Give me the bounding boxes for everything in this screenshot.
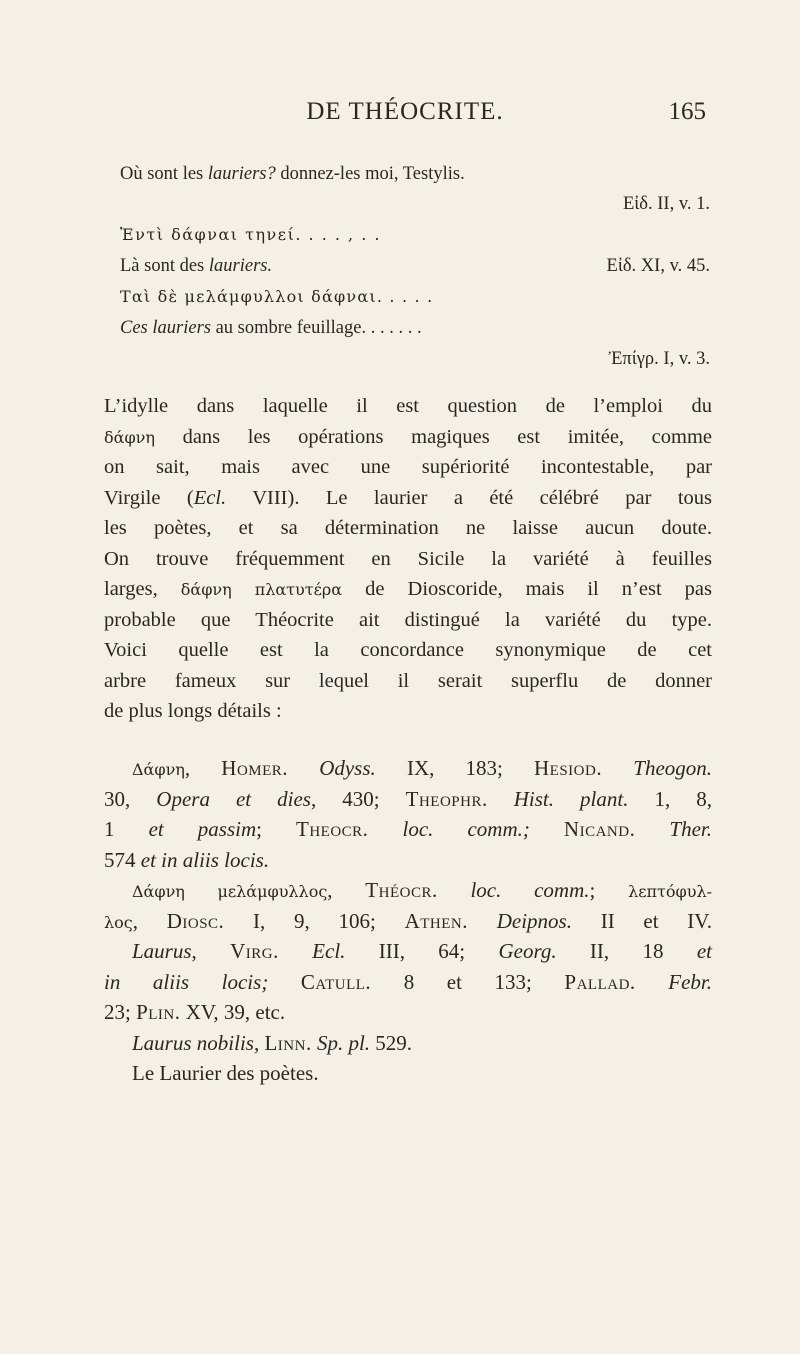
citation-greek-1: Ἐντὶ δάφναι τηνεί. . . . , . . — [120, 225, 381, 244]
bib-entry-1: Δάφνη, Homer. Odyss. IX, 183; Hesiod. Theogon. — [132, 756, 713, 780]
citation-line-2: Là sont des lauriers. — [120, 256, 273, 276]
running-header — [104, 98, 706, 132]
page-number: 165 — [668, 98, 706, 125]
citation-line-3: Ces lauriers au sombre feuillage. . . . . . . — [120, 318, 422, 338]
citation-ref-1: Εἰδ. II, v. 1. — [623, 194, 710, 214]
running-title: DE THÉOCRITE. — [306, 98, 504, 125]
citation-line-1: Où sont les lauriers? donnez-les moi, Testylis. — [120, 164, 465, 184]
main-paragraph: L’idylle dans laquelle il est question de l’emploi du δάφνη dans les opérations magiques est imitée, comme on sait, mais avec une supériorité incontestable, par Virgile (Ecl. VIII). Le laurier a été célébré par tous les poètes, et sa détermination ne laisse aucun doute. On trouve fréquemment en Sicile la variété à feuilles larges, δάφνη πλατυτέρα de Dioscoride, mais il n’est pas probable que Théocrite ait distingué la variété du type. Voici quelle est la concordance synonymique de cet arbre fameux sur lequel il serait superflu de donner de plus longs détails : — [104, 395, 712, 722]
bib-entry-3: Laurus, Virg. Ecl. III, 64; Georg. II, 18 et — [132, 939, 712, 963]
citation-greek-2: Ταὶ δὲ μελάμφυλλοι δάφναι. . . . . — [120, 287, 434, 306]
bib-entry-5: Le Laurier des poètes. — [132, 1061, 319, 1085]
bibliography: Δάφνη, Homer. Odyss. IX, 183; Hesiod. Theogon. 30, Opera et dies, 430; Theophr. Hist. plant. 1, 8, 1 et passim; Theocr. loc. comm.; Nicand. Ther. 574 et in aliis locis. Δάφνη μελάμφυλλος, Théocr. loc. comm.; λεπτόφυλ- λος, Diosc. I, 9, 106; Athen. Deipnos. II et IV. Laurus, Virg. Ecl. III, 64; Georg. II, 18 et in aliis locis; Catull. 8 et 133; Pallad. Febr. 23; Plin. XV, 39, etc. Laurus nobilis, Linn. Sp. pl. 529. Le Laurier des poètes. — [104, 753, 712, 1089]
citation-ref-3: Ἐπίγρ. I, v. 3. — [608, 349, 710, 369]
bib-entry-4: Laurus nobilis, Linn. Sp. pl. 529. — [132, 1030, 413, 1055]
bib-entry-2: Δάφνη μελάμφυλλος, Théocr. loc. comm.; λεπτόφυλ- — [132, 878, 713, 902]
citation-ref-2: Εἰδ. XI, v. 45. — [606, 256, 710, 276]
